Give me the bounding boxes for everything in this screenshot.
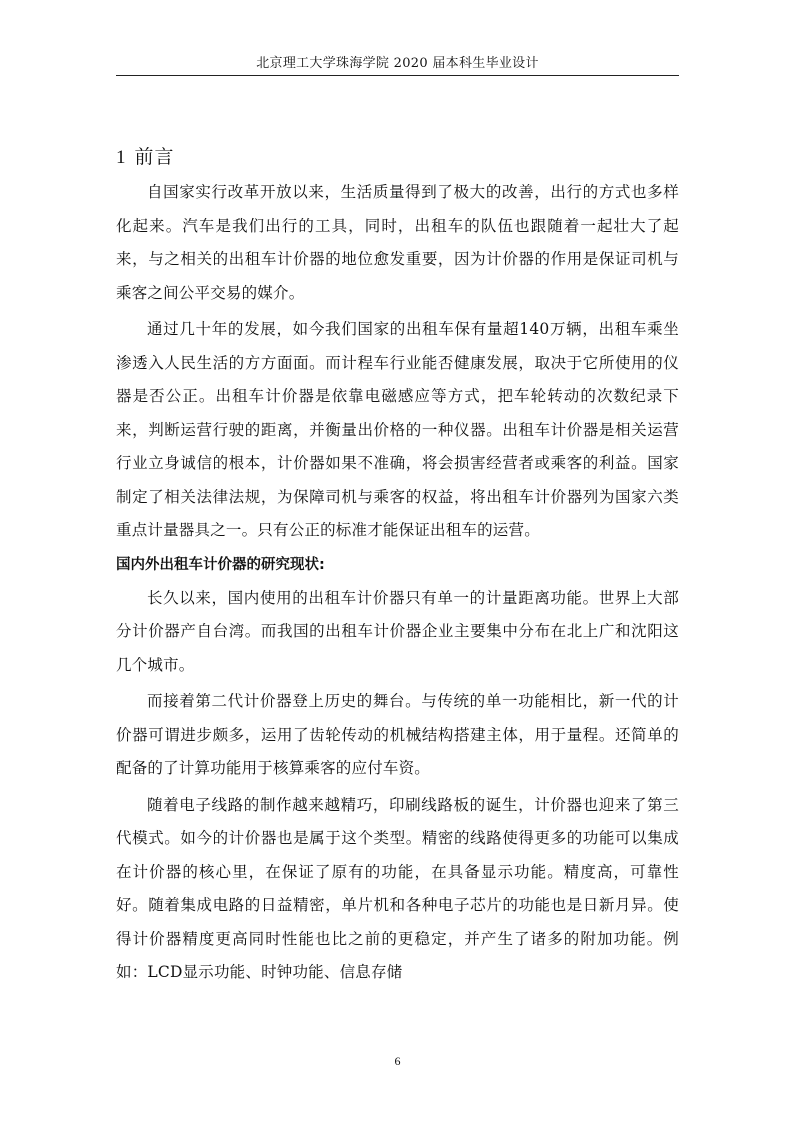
page-header: 北京理工大学珠海学院 2020 届本科生毕业设计 — [256, 56, 539, 71]
section-number: 1 — [116, 147, 127, 168]
page-content — [116, 140, 679, 990]
subheading-research-status: 国内外出租车计价器的研究现状: — [116, 556, 325, 573]
section-title: 前言 — [134, 146, 175, 168]
paragraph-intro: 自国家实行改革开放以来，生活质量得到了极大的改善，出行的方式也多样化起来。汽车是我们出行的工具，同时，出租车的队伍也跟随着一起壮大了起来，与之相关的出租车计价器的地位愈发重要，因为计价器的作用是保证司机与乘客之间公平交易的媒介。 — [116, 183, 679, 302]
paragraph-second-generation: 而接着第二代计价器登上历史的舞台。与传统的单一功能相比，新一代的计价器可谓进步颇多，运用了齿轮传动的机械结构搭建主体，用于量程。还简单的配备的了计算功能用于核算乘客的应付车资。 — [116, 692, 679, 777]
paragraph-third-generation: 随着电子线路的制作越来越精巧，印刷线路板的诞生，计价器也迎来了第三代模式。如今的计价器也是属于这个类型。精密的线路使得更多的功能可以集成在计价器的核心里，在保证了原有的功能，在具备显示功能。精度高，可靠性好。随着集成电路的日益精密，单片机和各种电子芯片的功能也是日新月异。使得计价器精度更高同时性能也比之前的更稳定，并产生了诸多的附加功能。例如：LCD显示功能、时钟功能、信息存储 — [116, 795, 679, 981]
section-heading — [116, 140, 679, 174]
paragraph-history: 长久以来，国内使用的出租车计价器只有单一的计量距离功能。世界上大部分计价器产自台湾。而我国的出租车计价器企业主要集中分布在北上广和沈阳这几个城市。 — [116, 588, 679, 674]
header-rule — [116, 75, 679, 76]
paragraph-development: 通过几十年的发展，如今我们国家的出租车保有量超140万辆，出租车乘坐渗透入人民生活的方方面面。而计程车行业能否健康发展，取决于它所使用的仪器是否公正。出租车计价器是依靠电磁感应等方式，把车轮转动的次数纪录下来，判断运营行驶的距离，并衡量出价格的一种仪器。出租车计价器是相关运营行业立身诚信的根本，计价器如果不准确，将会损害经营者或乘客的利益。国家制定了相关法律法规，为保障司机与乘客的权益，将出租车计价器列为国家六类重点计量器具之一。只有公正的标准才能保证出租车的运营。 — [116, 320, 679, 539]
page-number: 6 — [394, 1054, 401, 1068]
